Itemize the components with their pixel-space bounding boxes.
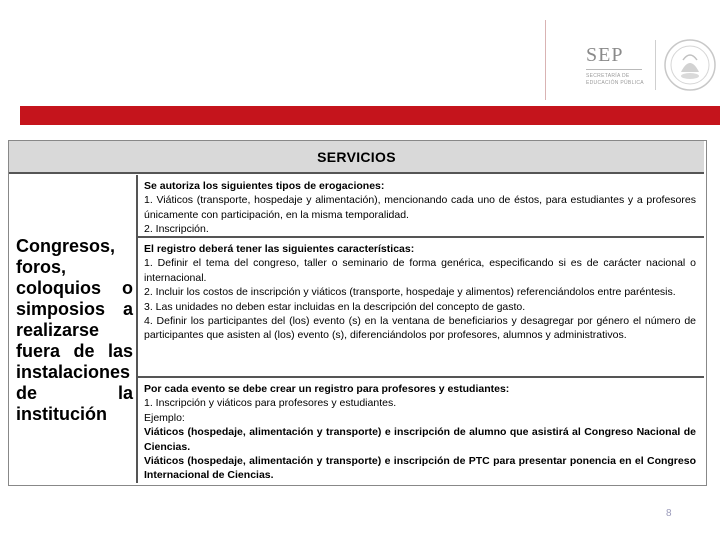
left-column-cell (9, 175, 138, 483)
page-number: 8 (666, 508, 672, 519)
section2-line: 4. Definir los participantes del (los) evento (s) en la ventana de beneficiarios y desagregar por género el número de participantes que asisten al (los) evento (s), diferenciándolos por profesores, alumnos y administrativos. (144, 315, 696, 342)
left-line: simposios a (16, 299, 133, 319)
logo-accent-line (545, 20, 546, 100)
authorized-expenses-cell (138, 175, 704, 238)
logo-sep-text: SEP (586, 44, 624, 66)
logo-underline (586, 69, 642, 70)
left-line: realizarse (16, 320, 100, 340)
table-header-title: SERVICIOS (317, 148, 396, 165)
national-seal-icon (663, 36, 717, 94)
event-type-label (16, 236, 133, 425)
table-header (9, 141, 704, 174)
left-line: institución (16, 404, 107, 424)
left-line: fuera de las (16, 341, 133, 361)
red-header-band (20, 106, 720, 125)
example-label: Ejemplo: (144, 411, 185, 424)
example-2: Viáticos (hospedaje, alimentación y transporte) e inscripción de PTC para presentar ponencia en el Congreso Internacional de Ciencias. (144, 455, 696, 482)
section2-line: 2. Incluir los costos de inscripción y viáticos (transporte, hospedaje y alimentos) referenciándolos entre paréntesis. (144, 286, 676, 299)
logo-subtitle-2: EDUCACIÓN PÚBLICA (586, 80, 644, 86)
section2-title: El registro deberá tener las siguientes características: (144, 243, 415, 255)
example-1: Viáticos (hospedaje, alimentación y transporte) e inscripción de alumno que asistirá al Congreso Nacional de Ciencias. (144, 426, 696, 453)
section1-line: 1. Viáticos (transporte, hospedaje y alimentación), mencionando cada uno de éstos, para estudiantes y a profesores únicamente con participación, en la misma temporalidad. (144, 194, 696, 221)
section2-line: 1. Definir el tema del congreso, taller o seminario de forma genérica, especificando si es de carácter nacional o internacional. (144, 257, 696, 284)
left-line: coloquios o (16, 278, 133, 298)
left-line: Congresos, (16, 236, 116, 256)
registration-characteristics-cell (138, 238, 704, 378)
left-line: instalaciones (16, 362, 131, 382)
per-event-registration-cell (138, 378, 704, 483)
logo-subtitle-1: SECRETARÍA DE (586, 73, 630, 79)
logo-divider (655, 40, 656, 90)
section3-item: 1. Inscripción y viáticos para profesores y estudiantes. (144, 397, 397, 410)
sep-logo (520, 20, 720, 100)
section3-title: Por cada evento se debe crear un registro para profesores y estudiantes: (144, 383, 510, 395)
right-column (138, 175, 704, 483)
section1-title: Se autoriza los siguientes tipos de erogaciones: (144, 180, 385, 192)
section2-line: 3. Las unidades no deben estar incluidas en la descripción del concepto de gasto. (144, 300, 526, 313)
left-line: foros, (16, 257, 67, 277)
section1-line: 2. Inscripción. (144, 223, 209, 236)
left-line: de la (16, 383, 133, 403)
